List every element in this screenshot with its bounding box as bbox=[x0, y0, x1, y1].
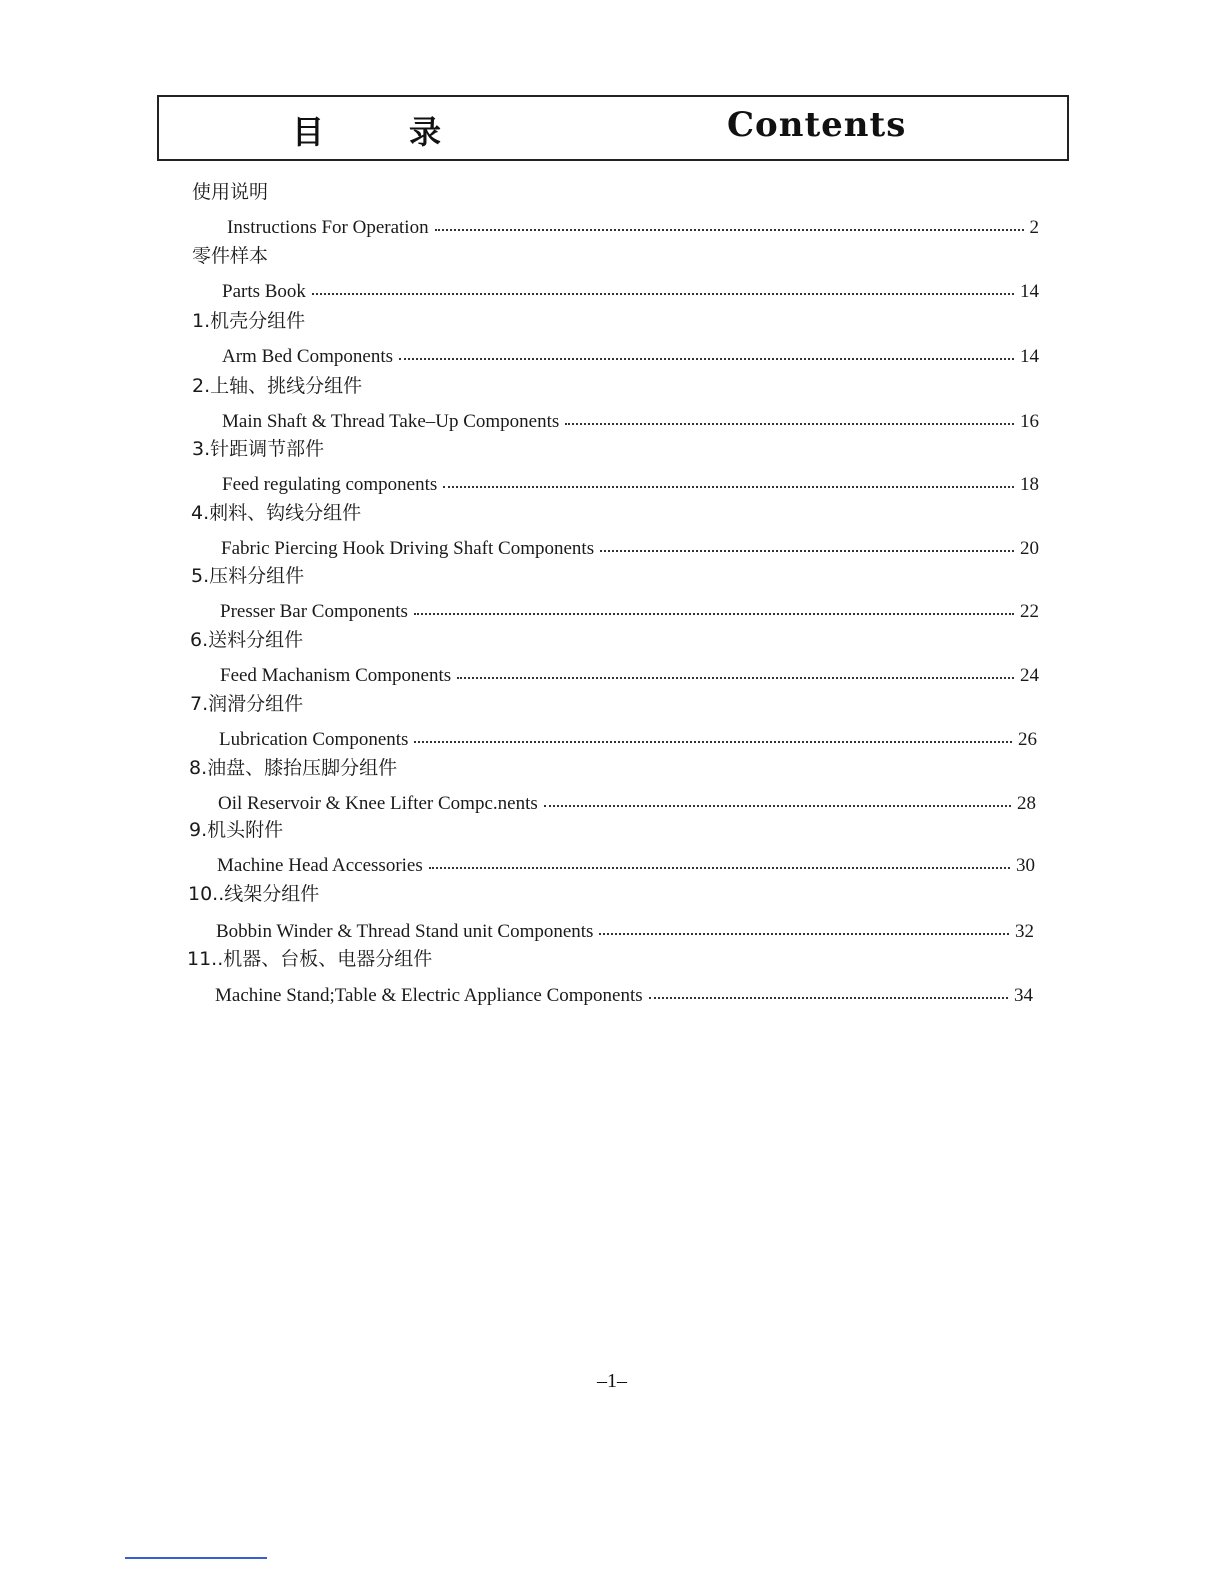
toc-entry-page: 14 bbox=[1020, 280, 1039, 302]
toc-entry-page: 24 bbox=[1020, 664, 1039, 686]
footer-rule bbox=[125, 1557, 267, 1559]
toc-entry-title: Oil Reservoir & Knee Lifter Compc.nents bbox=[218, 792, 538, 814]
toc-entry[interactable] bbox=[220, 594, 1039, 623]
leader-dots bbox=[399, 337, 1014, 360]
toc-entry-title: Feed Machanism Components bbox=[220, 664, 452, 686]
toc-entry-title: Main Shaft & Thread Take–Up Components bbox=[222, 410, 560, 432]
toc-entry-page: 14 bbox=[1020, 345, 1039, 367]
toc-entry[interactable] bbox=[227, 210, 1039, 239]
toc-entry-title: Feed regulating components bbox=[222, 473, 438, 495]
toc-entry[interactable] bbox=[216, 914, 1034, 943]
toc-section-cn: 7.润滑分组件 bbox=[190, 693, 304, 715]
leader-dots bbox=[565, 402, 1014, 425]
toc-entry-title: Machine Stand;Table & Electric Appliance Components bbox=[215, 984, 643, 1006]
toc-entry-page: 34 bbox=[1014, 984, 1033, 1006]
toc-entry-title: Arm Bed Components bbox=[222, 345, 393, 367]
toc-section-cn: 4.刺料、钩线分组件 bbox=[191, 502, 362, 524]
leader-dots bbox=[312, 272, 1014, 295]
toc-entry[interactable] bbox=[222, 339, 1039, 368]
toc-entry-title: Machine Head Accessories bbox=[217, 854, 423, 876]
toc-section-cn: 使用说明 bbox=[192, 181, 269, 203]
toc-entry[interactable] bbox=[217, 848, 1035, 877]
toc-entry-title: Parts Book bbox=[222, 280, 306, 302]
toc-section-cn: 8.油盘、膝抬压脚分组件 bbox=[189, 757, 398, 779]
toc-entry-page: 18 bbox=[1020, 473, 1039, 495]
toc-entry-page: 28 bbox=[1017, 792, 1036, 814]
toc-entry-page: 20 bbox=[1020, 537, 1039, 559]
toc-section-cn: 1.机壳分组件 bbox=[192, 310, 306, 332]
toc-section-cn: 10..线架分组件 bbox=[188, 883, 320, 905]
leader-dots bbox=[600, 529, 1014, 552]
toc-section-cn: 9.机头附件 bbox=[189, 819, 284, 841]
toc-entry[interactable] bbox=[219, 722, 1037, 751]
toc-entry[interactable] bbox=[218, 786, 1036, 815]
toc-entry-title: Instructions For Operation bbox=[227, 216, 429, 238]
leader-dots bbox=[429, 846, 1010, 869]
toc-entry-page: 22 bbox=[1020, 600, 1039, 622]
toc-entry-title: Lubrication Components bbox=[219, 728, 409, 750]
toc-entry-title: Fabric Piercing Hook Driving Shaft Components bbox=[221, 537, 595, 559]
contents-header bbox=[157, 95, 1069, 161]
toc-section-cn: 2.上轴、挑线分组件 bbox=[192, 375, 363, 397]
title-en: Contents bbox=[727, 105, 907, 145]
toc-entry-page: 16 bbox=[1020, 410, 1039, 432]
toc-section-cn: 零件样本 bbox=[192, 245, 269, 267]
title-cn-2: 录 bbox=[409, 113, 442, 151]
leader-dots bbox=[414, 592, 1014, 615]
toc-entry[interactable] bbox=[215, 978, 1033, 1007]
toc-entry-title: Bobbin Winder & Thread Stand unit Components bbox=[216, 920, 594, 942]
leader-dots bbox=[599, 912, 1009, 935]
leader-dots bbox=[414, 720, 1012, 743]
toc-entry-page: 2 bbox=[1029, 216, 1039, 238]
leader-dots bbox=[435, 208, 1024, 231]
toc-entry-page: 26 bbox=[1018, 728, 1037, 750]
title-cn-1: 目 bbox=[292, 113, 325, 151]
toc-entry-page: 32 bbox=[1015, 920, 1034, 942]
toc-entry[interactable] bbox=[222, 404, 1039, 433]
toc-entry[interactable] bbox=[222, 274, 1039, 303]
toc-section-cn: 6.送料分组件 bbox=[190, 629, 304, 651]
leader-dots bbox=[544, 784, 1011, 807]
page-number: –1– bbox=[597, 1370, 627, 1392]
toc-section-cn: 3.针距调节部件 bbox=[192, 438, 325, 460]
toc-entry[interactable] bbox=[222, 467, 1039, 496]
leader-dots bbox=[649, 976, 1008, 999]
leader-dots bbox=[457, 656, 1014, 679]
toc-entry[interactable] bbox=[220, 658, 1039, 687]
leader-dots bbox=[443, 465, 1014, 488]
toc-section-cn: 11..机器、台板、电器分组件 bbox=[187, 948, 433, 970]
toc-entry-page: 30 bbox=[1016, 854, 1035, 876]
toc-entry[interactable] bbox=[221, 531, 1039, 560]
toc-section-cn: 5.压料分组件 bbox=[191, 565, 305, 587]
toc-entry-title: Presser Bar Components bbox=[220, 600, 408, 622]
